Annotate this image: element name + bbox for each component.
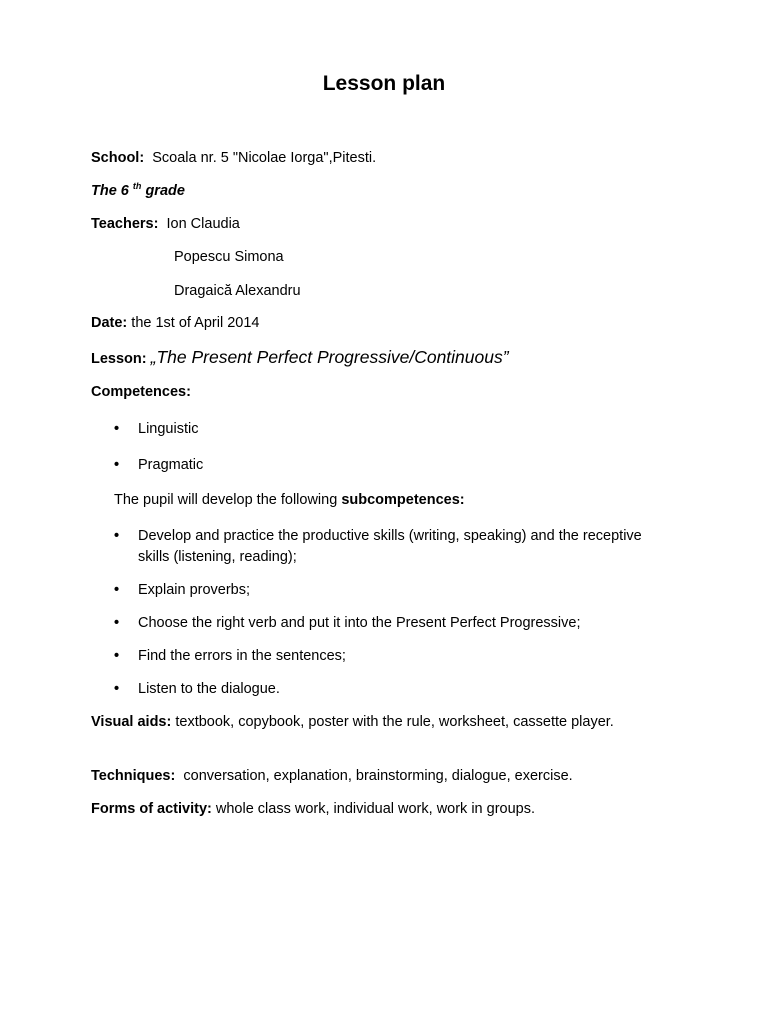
subcompetences-label: subcompetences: [341, 492, 465, 508]
school-line [91, 148, 376, 169]
bullet-icon: • [114, 582, 120, 598]
bullet-icon: • [114, 457, 120, 473]
bullet-icon: • [114, 528, 120, 544]
teacher-name: Dragaică Alexandru [174, 283, 301, 299]
visual-aids-label: Visual aids: [91, 714, 172, 730]
forms-of-activity-value: whole class work, individual work, work in groups. [215, 801, 536, 817]
teacher-name: Ion Claudia [166, 216, 240, 232]
bullet-icon: • [114, 681, 120, 697]
bullet-icon: • [114, 648, 120, 664]
grade-sup: th [132, 181, 142, 191]
teacher-name-line [174, 247, 284, 268]
lesson-label: Lesson: [91, 351, 147, 367]
competences-heading: Competences: [91, 384, 191, 400]
techniques-label: Techniques: [91, 768, 176, 784]
bullet-icon: • [114, 615, 120, 631]
subcompetences-intro-line [114, 490, 465, 511]
grade-prefix: The 6 [91, 183, 129, 199]
subcompetences-intro: The pupil will develop the following [114, 492, 338, 508]
techniques-value: conversation, explanation, brainstorming, dialogue, exercise. [183, 768, 573, 784]
bullet-icon: • [114, 421, 120, 437]
visual-aids-paragraph [91, 712, 651, 733]
lesson-line [91, 347, 509, 370]
teachers-line [91, 214, 240, 235]
date-value: the 1st of April 2014 [131, 315, 260, 331]
page-title: Lesson plan [322, 72, 446, 95]
visual-aids-value: textbook, copybook, poster with the rule, worksheet, cassette player. [175, 714, 614, 730]
subcompetence-item: Find the errors in the sentences; [138, 648, 346, 664]
subcompetence-item: Develop and practice the productive skills (writing, speaking) and the receptive skills (listening, reading); [138, 528, 642, 565]
teacher-name-line [174, 281, 301, 302]
subcompetence-item: Choose the right verb and put it into the Present Perfect Progressive; [138, 615, 581, 631]
date-line [91, 313, 259, 334]
forms-of-activity-line [91, 799, 535, 820]
school-value: Scoala nr. 5 "Nicolae Iorga",Pitesti. [152, 150, 377, 166]
subcompetence-item: Listen to the dialogue. [138, 681, 280, 697]
techniques-line [91, 766, 573, 787]
teacher-name: Popescu Simona [174, 249, 284, 265]
teachers-label: Teachers: [91, 216, 159, 232]
forms-of-activity-label: Forms of activity: [91, 801, 212, 817]
subcompetence-item: Explain proverbs; [138, 582, 251, 598]
competence-item: Linguistic [138, 421, 199, 437]
lesson-title: „The Present Perfect Progressive/Continuous” [150, 347, 509, 367]
grade-suffix: grade [145, 183, 185, 199]
date-label: Date: [91, 315, 128, 331]
competence-item: Pragmatic [138, 457, 204, 473]
grade-line [91, 181, 185, 202]
school-label: School: [91, 150, 145, 166]
